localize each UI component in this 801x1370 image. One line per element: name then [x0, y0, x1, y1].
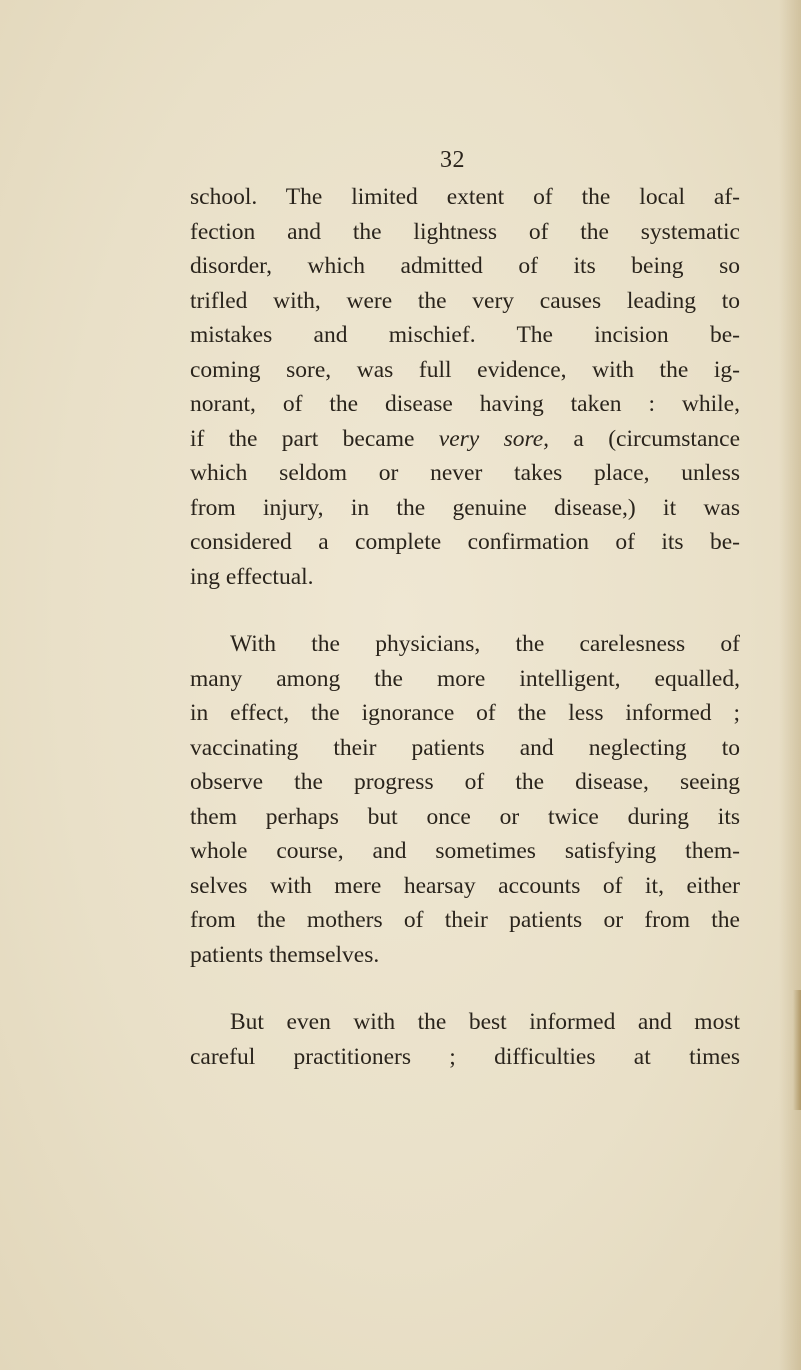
text-line: whole course, and sometimes satisfying them-	[190, 838, 740, 864]
text-line: mistakes and mischief. The incision be-	[190, 322, 740, 348]
text-line: ing effectual.	[190, 563, 314, 590]
text-line: norant, of the disease having taken : while,	[190, 391, 740, 417]
text-line: considered a complete confirmation of its be-	[190, 529, 740, 555]
text-line: selves with mere hearsay accounts of it, either	[190, 872, 740, 899]
text-line: in effect, the ignorance of the less informed ;	[190, 700, 740, 726]
paragraph-1	[190, 180, 740, 594]
text-line: school. The limited extent of the local af-	[190, 184, 740, 210]
text-line: trifled with, were the very causes leading to	[190, 287, 740, 314]
text-line: many among the more intelligent, equalled,	[190, 665, 740, 692]
text-segment: a (circumstance	[549, 425, 740, 452]
text-line: vaccinating their patients and neglecting to	[190, 734, 740, 761]
text-line: from the mothers of their patients or from the	[190, 907, 740, 933]
text-line: which seldom or never takes place, unless	[190, 460, 740, 486]
page-number: 32	[440, 147, 465, 173]
page-edge-shadow	[779, 0, 801, 1370]
body-text	[190, 180, 740, 1074]
text-line: careful practitioners ; difficulties at times	[190, 1043, 740, 1070]
paragraph-2	[190, 627, 740, 972]
text-line: patients themselves.	[190, 941, 380, 968]
text-line: coming sore, was full evidence, with the ig-	[190, 356, 740, 383]
text-line: from injury, in the genuine disease,) it was	[190, 494, 740, 521]
page-edge-stain	[793, 990, 801, 1110]
text-line: But even with the best informed and most	[230, 1009, 740, 1035]
text-line: fection and the lightness of the systematic	[190, 218, 740, 245]
italic-phrase: very sore,	[438, 425, 550, 452]
text-line-with-italic	[190, 422, 740, 457]
paragraph-3	[190, 1005, 740, 1074]
text-line: them perhaps but once or twice during its	[190, 803, 740, 830]
text-line: disorder, which admitted of its being so	[190, 253, 740, 279]
text-line: With the physicians, the carelesness of	[230, 631, 740, 657]
text-segment: if the part became	[190, 425, 439, 452]
text-line: observe the progress of the disease, seeing	[190, 769, 740, 795]
